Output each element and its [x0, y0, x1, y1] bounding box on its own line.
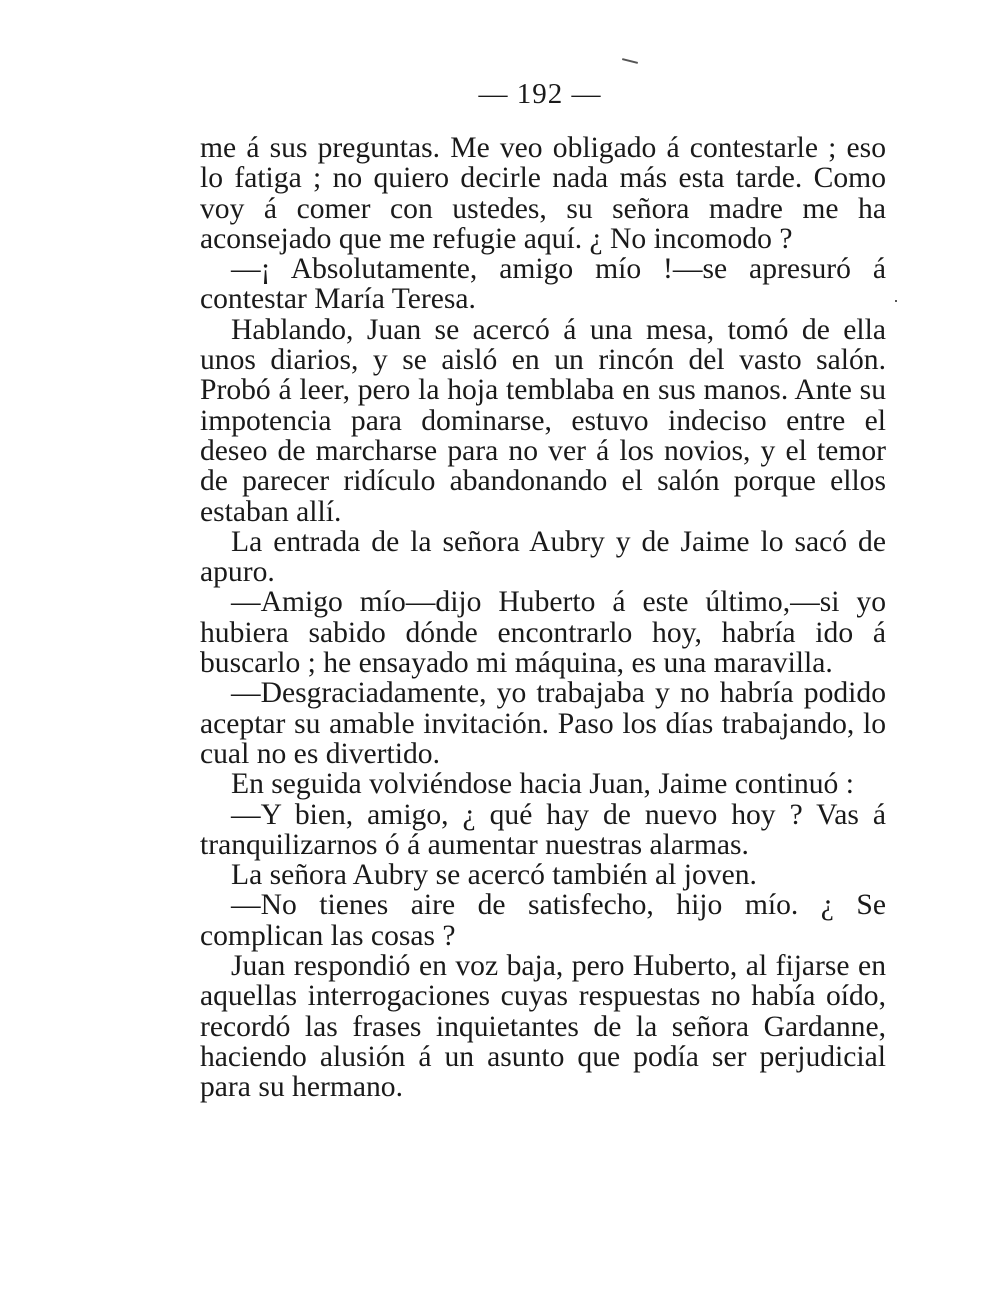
paragraph: —Y bien, amigo, ¿ qué hay de nuevo hoy ? Vas á tranquilizarnos ó á aumentar nuestras alarmas.	[200, 798, 886, 861]
paragraph: —Desgraciadamente, yo trabajaba y no habría podido aceptar su amable invitación. Paso los días trabajando, lo cual no es divertido.	[200, 677, 886, 770]
body-text	[200, 133, 886, 1103]
page-number: — 192 —	[478, 78, 602, 110]
paragraph: Juan respondió en voz baja, pero Huberto, al fijarse en aquellas interrogaciones cuyas respuestas no había oído, recordó las frases inquietantes de la señora Gardanne, haciendo alusión á un asunto que podía ser perjudicial para su hermano.	[200, 950, 886, 1104]
scan-mark	[622, 58, 638, 64]
paragraph: —¡ Absolutamente, amigo mío !—se apresuró á contestar María Teresa.	[200, 253, 886, 316]
paragraph: —No tienes aire de satisfecho, hijo mío. ¿ Se complican las cosas ?	[200, 889, 886, 952]
paragraph: me á sus preguntas. Me veo obligado á contestarle ; eso lo fatiga ; no quiero decirle nada más esta tarde. Como voy á comer con ustedes, su señora madre me ha aconsejado que me refugie aquí. ¿ No incomodo ?	[200, 132, 886, 255]
paragraph: En seguida volviéndose hacia Juan, Jaime continuó :	[231, 768, 854, 801]
paragraph: —Amigo mío—dijo Huberto á este último,—si yo hubiera sabido dónde encontrarlo hoy, habría ido á buscarlo ; he ensayado mi máquina, es una maravilla.	[200, 586, 886, 680]
scan-mark	[895, 300, 897, 302]
paragraph: La entrada de la señora Aubry y de Jaime lo sacó de apuro.	[200, 525, 886, 589]
paragraph: La señora Aubry se acercó también al joven.	[231, 859, 757, 892]
paragraph: Hablando, Juan se acercó á una mesa, tomó de ella unos diarios, y se aisló en un rincón del vasto salón. Probó á leer, pero la hoja temblaba en sus manos. Ante su impotencia para dominarse, estuvo indeciso entre el deseo de marcharse para no ver á los novios, y el temor de parecer ridículo abandonando el salón porque ellos estaban allí.	[200, 313, 886, 528]
